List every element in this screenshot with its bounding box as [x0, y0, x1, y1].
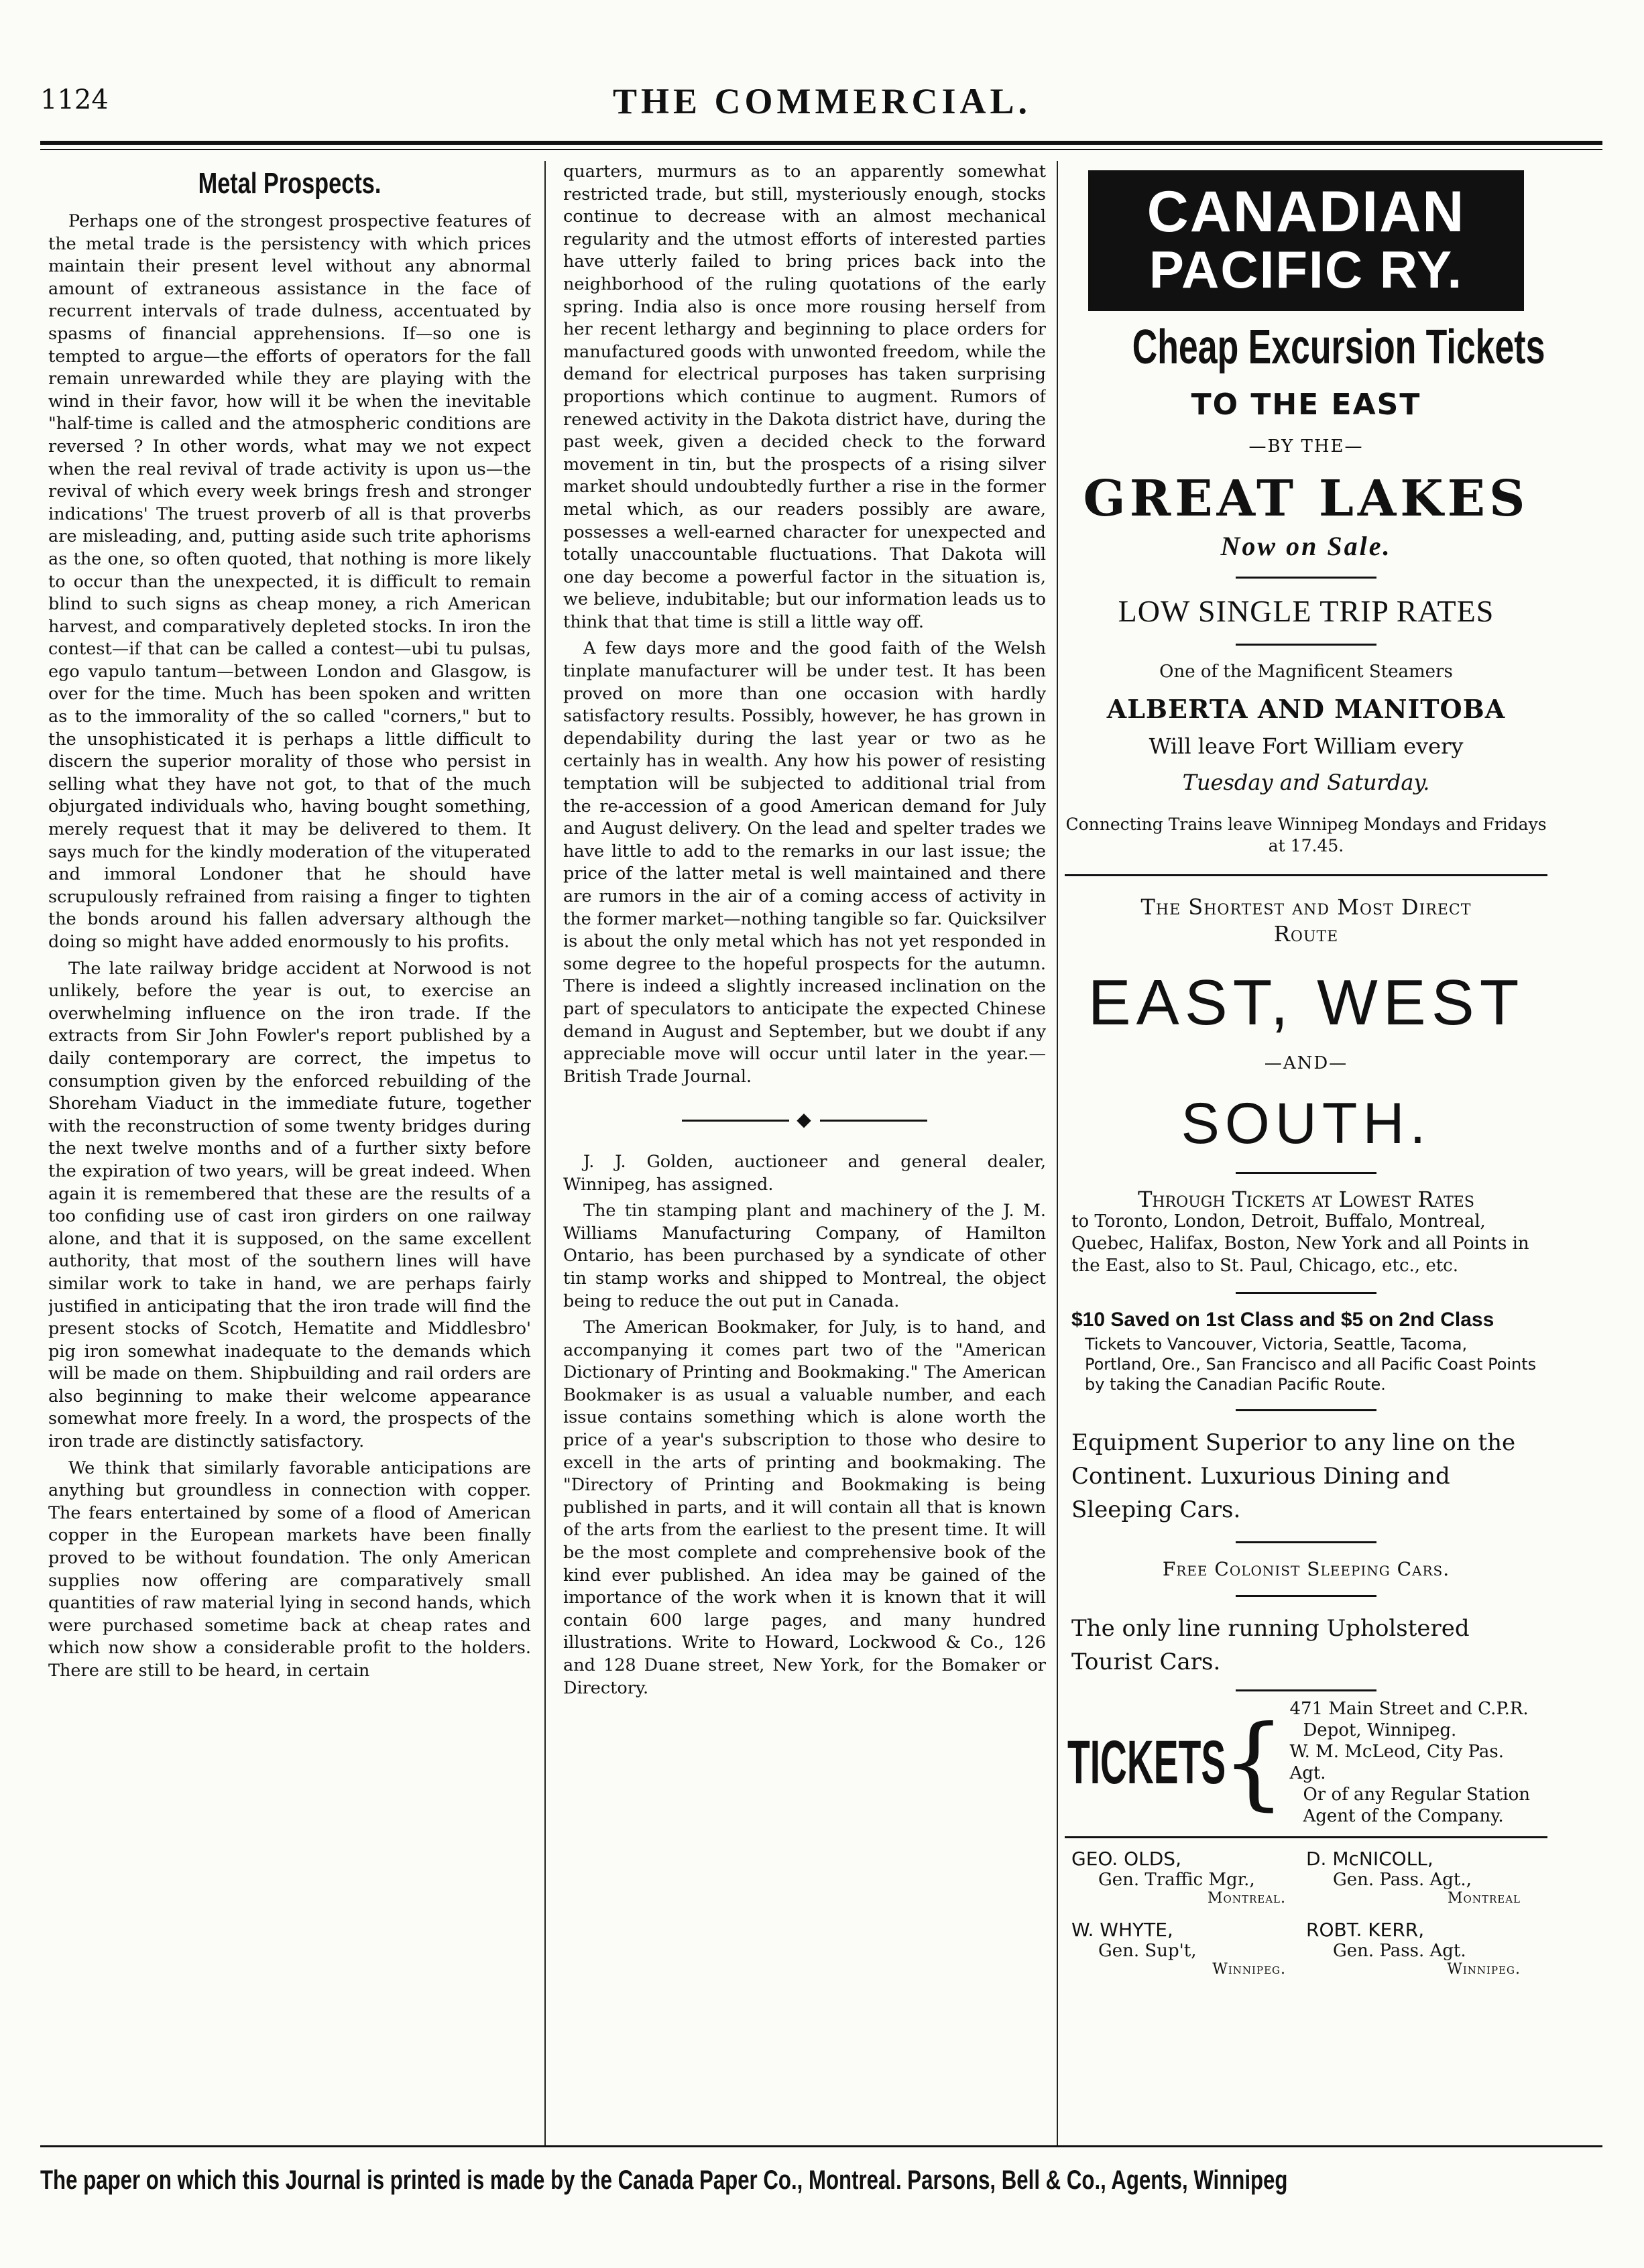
tickets-info: 471 Main Street and C.P.R. Depot, Winnipeg. W. M. McLeod, City Pas. Agt. Or of any Regular Station Agent of the Company.: [1289, 1699, 1530, 1826]
ad-rule: [1236, 644, 1376, 646]
article-paragraph: quarters, murmurs as to an apparently somewhat restricted trade, but still, mysteriously enough, stocks continue to decrease with an almost mechanical regularity and the utmost efforts of interested parties have utterly failed to bring prices back into the neighborhood of the ruling quotations of the early spring. India also is once more rousing herself from her recent lethargy and beginning to place orders for manufactured goods with unwonted freedom, while the demand for electrical purposes has taken surprising proportions which continue to augment. Rumors of renewed activity in the Dakota district have, during the past week, given a decided check to the forward movement in tin, but the prospects of a rising silver market should undoubtedly further a rise in the former metal which, as our readers possibly are aware, possesses a well-earned character for unexpected and totally unaccountable fluctuations. That Dakota will one day become a powerful factor in the situation is, we believe, indubitable; but our information leads us to think that that time is still a little way off.: [563, 162, 1046, 632]
ad-saved: $10 Saved on 1st Class and $5 on 2nd Class: [1071, 1309, 1494, 1331]
ad-rule: [1065, 1836, 1547, 1838]
article-title: Metal Prospects.: [198, 167, 381, 200]
ad-steamers: ALBERTA AND MANITOBA: [1106, 694, 1506, 724]
ad-great-lakes: GREAT LAKES: [1083, 470, 1529, 528]
ad-by-the: —BY THE—: [1248, 436, 1364, 457]
agent: GEO. OLDS, Gen. Traffic Mgr., Montreal.: [1071, 1848, 1286, 1907]
masthead: THE COMMERCIAL.: [612, 81, 1031, 121]
ad-low-rates: LOW SINGLE TRIP RATES: [1118, 594, 1494, 628]
ad-shortest-1: The Shortest and Most Direct: [1140, 894, 1472, 920]
ad-shortest-2: Route: [1273, 921, 1339, 947]
ad-rule: [1236, 1541, 1376, 1543]
ad-will-leave: Will leave Fort William every: [1149, 733, 1464, 759]
ad-free-colonist: Free Colonist Sleeping Cars.: [1162, 1558, 1450, 1580]
ad-to-east: TO THE EAST: [1191, 387, 1421, 422]
ad-saved-body: Tickets to Vancouver, Victoria, Seattle, Tacoma, Portland, Ore., San Francisco and all Pacific Coast Points by taking the Canadian Pacific Route.: [1085, 1335, 1537, 1394]
header-rule: [40, 141, 1602, 145]
ad-rule: [1236, 577, 1376, 579]
ad-rule: [1236, 1292, 1376, 1294]
ad-equipment: Equipment Superior to any line on the Continent. Luxurious Dining and Sleeping Cars.: [1071, 1429, 1516, 1523]
news-item: J. J. Golden, auctioneer and general dealer, Winnipeg, has assigned.: [563, 1151, 1046, 1195]
ad-rule: [1065, 874, 1547, 876]
ad-rule: [1236, 1172, 1376, 1174]
article-paragraph: The late railway bridge accident at Norwood is not unlikely, before the year is out, to exercise an overwhelming influence on the iron trade. If the extracts from Sir John Fowler's report published by a daily contemporary are correct, the impetus to consumption given by the enforced rebuilding of the Shoreham Viaduct in the immediate future, together with the reconstruction of some twenty bridges during the next twelve months and of a further sixty before the expiration of two years, will be great indeed. When again it is remembered that these are the results of a too confiding use of cast iron girders on one railway alone, and that it is supposed, on the same excellent authority, that most of the southern lines will have similar work to take in hand, we are perhaps fairly justified in anticipating that the iron trade will find the present stocks of Scotch, Hematite and Middlesbro' pig iron somewhat inadequate to the demands which will be made on them. Shipbuilding and rail orders are also beginning to make their welcome appearance somewhat more freely. In a word, the prospects of the iron trade are distinctly satisfactory.: [48, 958, 531, 1452]
ad-now-on-sale: Now on Sale.: [1220, 531, 1392, 561]
article-paragraph: Perhaps one of the strongest prospective features of the metal trade is the persistency with which prices maintain their present level without any abnormal amount of extraneous assistance in the face of recurrent intervals of trade dulness, accentuated by spasms of financial apprehensions. If—so one is tempted to argue—the efforts of operators for the fall remain unrewarded while they are playing with the wind in their favor, how will it be when the inevitable "half-time is called and the atmospheric conditions are reversed ? In other words, what may we not expect when the real revival of trade activity is upon us—the revival of which every week brings fresh and stronger indications' The truest proverb of all is that proverbs are misleading, and, putting aside such trite aphorisms as the one, so often quoted, that nothing is more likely to occur than the unexpected, it is difficult to remain blind to such signs as cheap money, a rich American harvest, and comparatively depleted stocks. In iron the contest—if that can be called a contest—ubi tu pulsas, ego vapulo tantum—between London and Glasgow, is over for the time. Much has been spoken and written as to the immorality of the so called "corners," but to the unsophisticated it is perhaps a little difficult to discern the superior morality of those who persist in selling what they have not got, to that of the much objurgated individuals who, having bought something, merely request that it may be delivered to them. It says much for the kindly moderation of the vituperated and immoral Londoner that he should have scrupulously refrained from raising a finger to tighten the bonds around his fallen adversary although the doing so might have added enormously to his profits.: [48, 211, 531, 952]
header-rule-thin: [40, 149, 1602, 150]
ad-through-tickets: Through Tickets at Lowest Rates to Toronto, London, Detroit, Buffalo, Montreal, Quebec, Halifax, Boston, New York and all Points in the East, also to St. Paul, Chicago, etc., etc.: [1071, 1187, 1529, 1276]
ad-rule: [1236, 1689, 1376, 1691]
cpr-logo: [1088, 170, 1524, 311]
cpr-advertisement: [1065, 161, 1547, 2145]
column-divider: [1057, 161, 1058, 2145]
column-1: [48, 161, 531, 2145]
ad-only-line: The only line running Upholstered Tourist Cars.: [1071, 1615, 1470, 1675]
footer-rule: [40, 2145, 1602, 2147]
agent: ROBT. KERR, Gen. Pass. Agt. Winnipeg.: [1306, 1919, 1521, 1978]
section-ornament: ◆: [563, 1108, 1046, 1131]
ad-connecting: Connecting Trains leave Winnipeg Mondays and Fridays at 17.45.: [1065, 815, 1547, 855]
ad-days: Tuesday and Saturday.: [1182, 770, 1430, 795]
tickets-word: TICKETS: [1067, 1728, 1226, 1797]
ad-rule: [1236, 1409, 1376, 1411]
column-2: [563, 161, 1046, 2145]
article-paragraph: A few days more and the good faith of the Welsh tinplate manufacturer will be under test. It has been proved on more than one occasion with hardly satisfactory results. Possibly, however, he has grown in dependability during the last year or two as he certainly has in wealth. Any how his power of resisting temptation will be subjected to additional trial from the re-accession of a good American demand for July and August delivery. On the lead and spelter trades we have little to add to the remarks in our last issue; the price of the latter metal is well maintained and there are rumors in the air of a coming access of activity in the former market—nothing tangible so far. Quicksilver is about the only metal which has not yet responded in some degree to the hopeful prospects for the autumn. There is indeed a slightly increased inclination on the part of speculators to anticipate the expected Chinese demand in August and September, but we doubt if any appreciable move will occur until later in the year.—British Trade Journal.: [563, 638, 1046, 1087]
agent: W. WHYTE, Gen. Sup't, Winnipeg.: [1071, 1919, 1286, 1978]
ad-east-west: EAST, WEST: [1088, 967, 1525, 1038]
ad-south: SOUTH.: [1181, 1091, 1431, 1156]
ad-and: —AND—: [1264, 1053, 1348, 1073]
agent-list: [1071, 1848, 1541, 1978]
ad-one-of: One of the Magnificent Steamers: [1159, 662, 1453, 682]
article-paragraph: We think that similarly favorable anticipations are anything but groundless in connection with copper. The fears entertained by some of a flood of American copper in the European markets have been finally proved to be without foundation. The only American supplies now offering are comparatively small quantities of raw material lying in second hands, which were purchased sometime back at cheap rates and which now show a considerable profit to the holders. There are still to be heard, in certain: [48, 1457, 531, 1681]
logo-line-2: PACIFIC RY.: [1149, 240, 1464, 299]
news-item: The tin stamping plant and machinery of the J. M. Williams Manufacturing Company, of Hamilton Ontario, has been purchased by a syndicate of other tin stamp works and shipped to Montreal, the object being to reduce the out put in Canada.: [563, 1201, 1046, 1311]
footer-notice: The paper on which this Journal is printed is made by the Canada Paper Co., Montreal. Parsons, Bell & Co., Agents, Winnipeg: [40, 2165, 1288, 2195]
column-divider: [544, 161, 546, 2145]
brace-glyph: {: [1222, 1704, 1286, 1821]
agent: D. McNICOLL, Gen. Pass. Agt., Montreal: [1306, 1848, 1521, 1907]
news-item: The American Bookmaker, for July, is to hand, and accompanying it comes part two of the "American Dictionary of Printing and Bookmaking." The American Bookmaker is as usual a valuable number, and each issue contains something which is alone worth the price of a year's subscription to those who desire to excell in the arts of printing and bookmaking. The "Directory of Printing and Bookmaking is being published in parts, and it will contain all that is known of the arts from the earliest to the present time. It will be the most complete and comprehensive book of the kind ever published. An idea may be gained of the importance of the work when it is known that it will contain 600 large pages, and many hundred illustrations. Write to Howard, Lockwood & Co., 126 and 128 Duane street, New York, for the Bomaker or Directory.: [563, 1317, 1046, 1698]
ad-rule: [1236, 1595, 1376, 1597]
page-number: 1124: [40, 84, 109, 115]
logo-line-1: CANADIAN: [1147, 180, 1466, 244]
ad-headline: Cheap Excursion Tickets: [1132, 320, 1545, 374]
tickets-block: [1067, 1698, 1545, 1827]
